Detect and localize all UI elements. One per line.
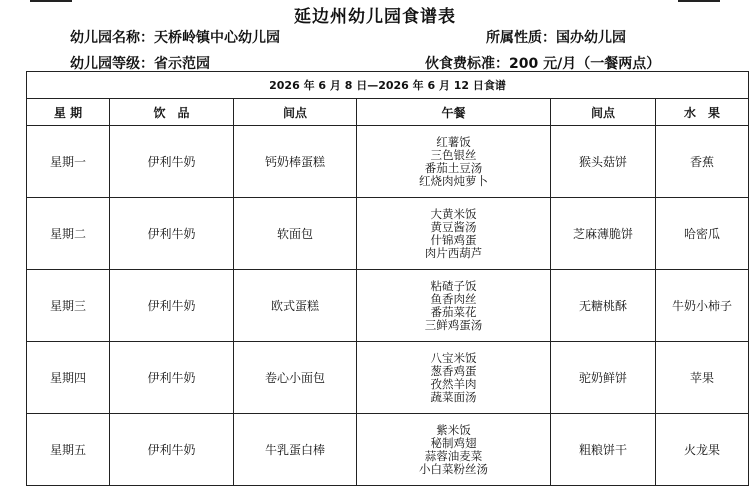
lunch-cell [357, 126, 551, 198]
snack-pm-cell: 粗粮饼干 [551, 414, 656, 486]
snack-am-cell: 卷心小面包 [234, 342, 357, 414]
table-row [27, 414, 749, 486]
fruit-cell: 哈密瓜 [656, 198, 749, 270]
drink-cell: 伊利牛奶 [110, 342, 234, 414]
snack-am-cell: 牛乳蛋白棒 [234, 414, 357, 486]
day-cell: 星期二 [27, 198, 110, 270]
page-title: 延边州幼儿园食谱表 [294, 7, 456, 27]
kindergarten-name: 幼儿园名称：天桥岭镇中心幼儿园 [70, 30, 280, 46]
weekly-menu-table [26, 71, 749, 486]
snack-pm-cell: 驼奶鲜饼 [551, 342, 656, 414]
lunch-item: 秘制鸡翅 [430, 435, 477, 450]
lunch-cell [357, 342, 551, 414]
fruit-cell: 火龙果 [656, 414, 749, 486]
lunch-item: 番茄菜花 [430, 304, 477, 319]
day-cell: 星期四 [27, 342, 110, 414]
table-row [27, 270, 749, 342]
col-header-day: 星 期 [27, 99, 110, 126]
lunch-item: 小白菜粉丝汤 [419, 461, 488, 476]
lunch-cell [357, 198, 551, 270]
meal-fee-standard: 伙食费标准：200 元/月（一餐两点） [425, 56, 661, 72]
snack-pm-cell: 芝麻薄脆饼 [551, 198, 656, 270]
ownership-type: 所属性质：国办幼儿园 [486, 30, 626, 46]
kindergarten-grade: 幼儿园等级：省示范园 [70, 56, 210, 72]
col-header-snack-am: 间点 [234, 99, 357, 126]
drink-cell: 伊利牛奶 [110, 270, 234, 342]
lunch-item: 葱香鸡蛋 [430, 363, 477, 378]
lunch-item: 黄豆酱汤 [430, 219, 477, 234]
table-row [27, 126, 749, 198]
drink-cell: 伊利牛奶 [110, 414, 234, 486]
lunch-item: 蔬菜面汤 [430, 389, 477, 404]
lunch-item: 孜然羊肉 [430, 376, 477, 391]
lunch-item: 蒜蓉油麦菜 [424, 448, 483, 463]
col-header-fruit: 水 果 [656, 99, 749, 126]
drink-cell: 伊利牛奶 [110, 198, 234, 270]
snack-am-cell: 欧式蛋糕 [234, 270, 357, 342]
snack-pm-cell: 无糖桃酥 [551, 270, 656, 342]
lunch-item: 红薯饭 [436, 134, 471, 149]
col-header-drink: 饮 品 [110, 99, 234, 126]
lunch-item: 三鲜鸡蛋汤 [424, 317, 483, 332]
lunch-item: 大黄米饭 [430, 206, 477, 221]
col-header-lunch: 午餐 [357, 99, 551, 126]
snack-am-cell: 钙奶棒蛋糕 [234, 126, 357, 198]
table-row [27, 342, 749, 414]
fruit-cell: 牛奶小柿子 [656, 270, 749, 342]
drink-cell: 伊利牛奶 [110, 126, 234, 198]
lunch-item: 什锦鸡蛋 [430, 232, 477, 247]
lunch-item: 粘碴子饭 [430, 278, 477, 293]
snack-pm-cell: 猴头菇饼 [551, 126, 656, 198]
lunch-item: 三色银丝 [430, 147, 477, 162]
lunch-cell [357, 414, 551, 486]
table-row [27, 198, 749, 270]
snack-am-cell: 软面包 [234, 198, 357, 270]
col-header-snack-pm: 间点 [551, 99, 656, 126]
day-cell: 星期五 [27, 414, 110, 486]
lunch-item: 八宝米饭 [430, 350, 477, 365]
day-cell: 星期三 [27, 270, 110, 342]
date-range-header: 2026 年 6 月 8 日—2026 年 6 月 12 日食谱 [27, 72, 749, 99]
lunch-item: 紫米饭 [436, 422, 471, 437]
lunch-item: 肉片西葫芦 [424, 245, 483, 260]
lunch-cell [357, 270, 551, 342]
lunch-item: 红烧肉炖萝卜 [419, 173, 488, 188]
fruit-cell: 香蕉 [656, 126, 749, 198]
lunch-item: 番茄土豆汤 [424, 160, 483, 175]
fruit-cell: 苹果 [656, 342, 749, 414]
lunch-item: 鱼香肉丝 [430, 291, 477, 306]
day-cell: 星期一 [27, 126, 110, 198]
